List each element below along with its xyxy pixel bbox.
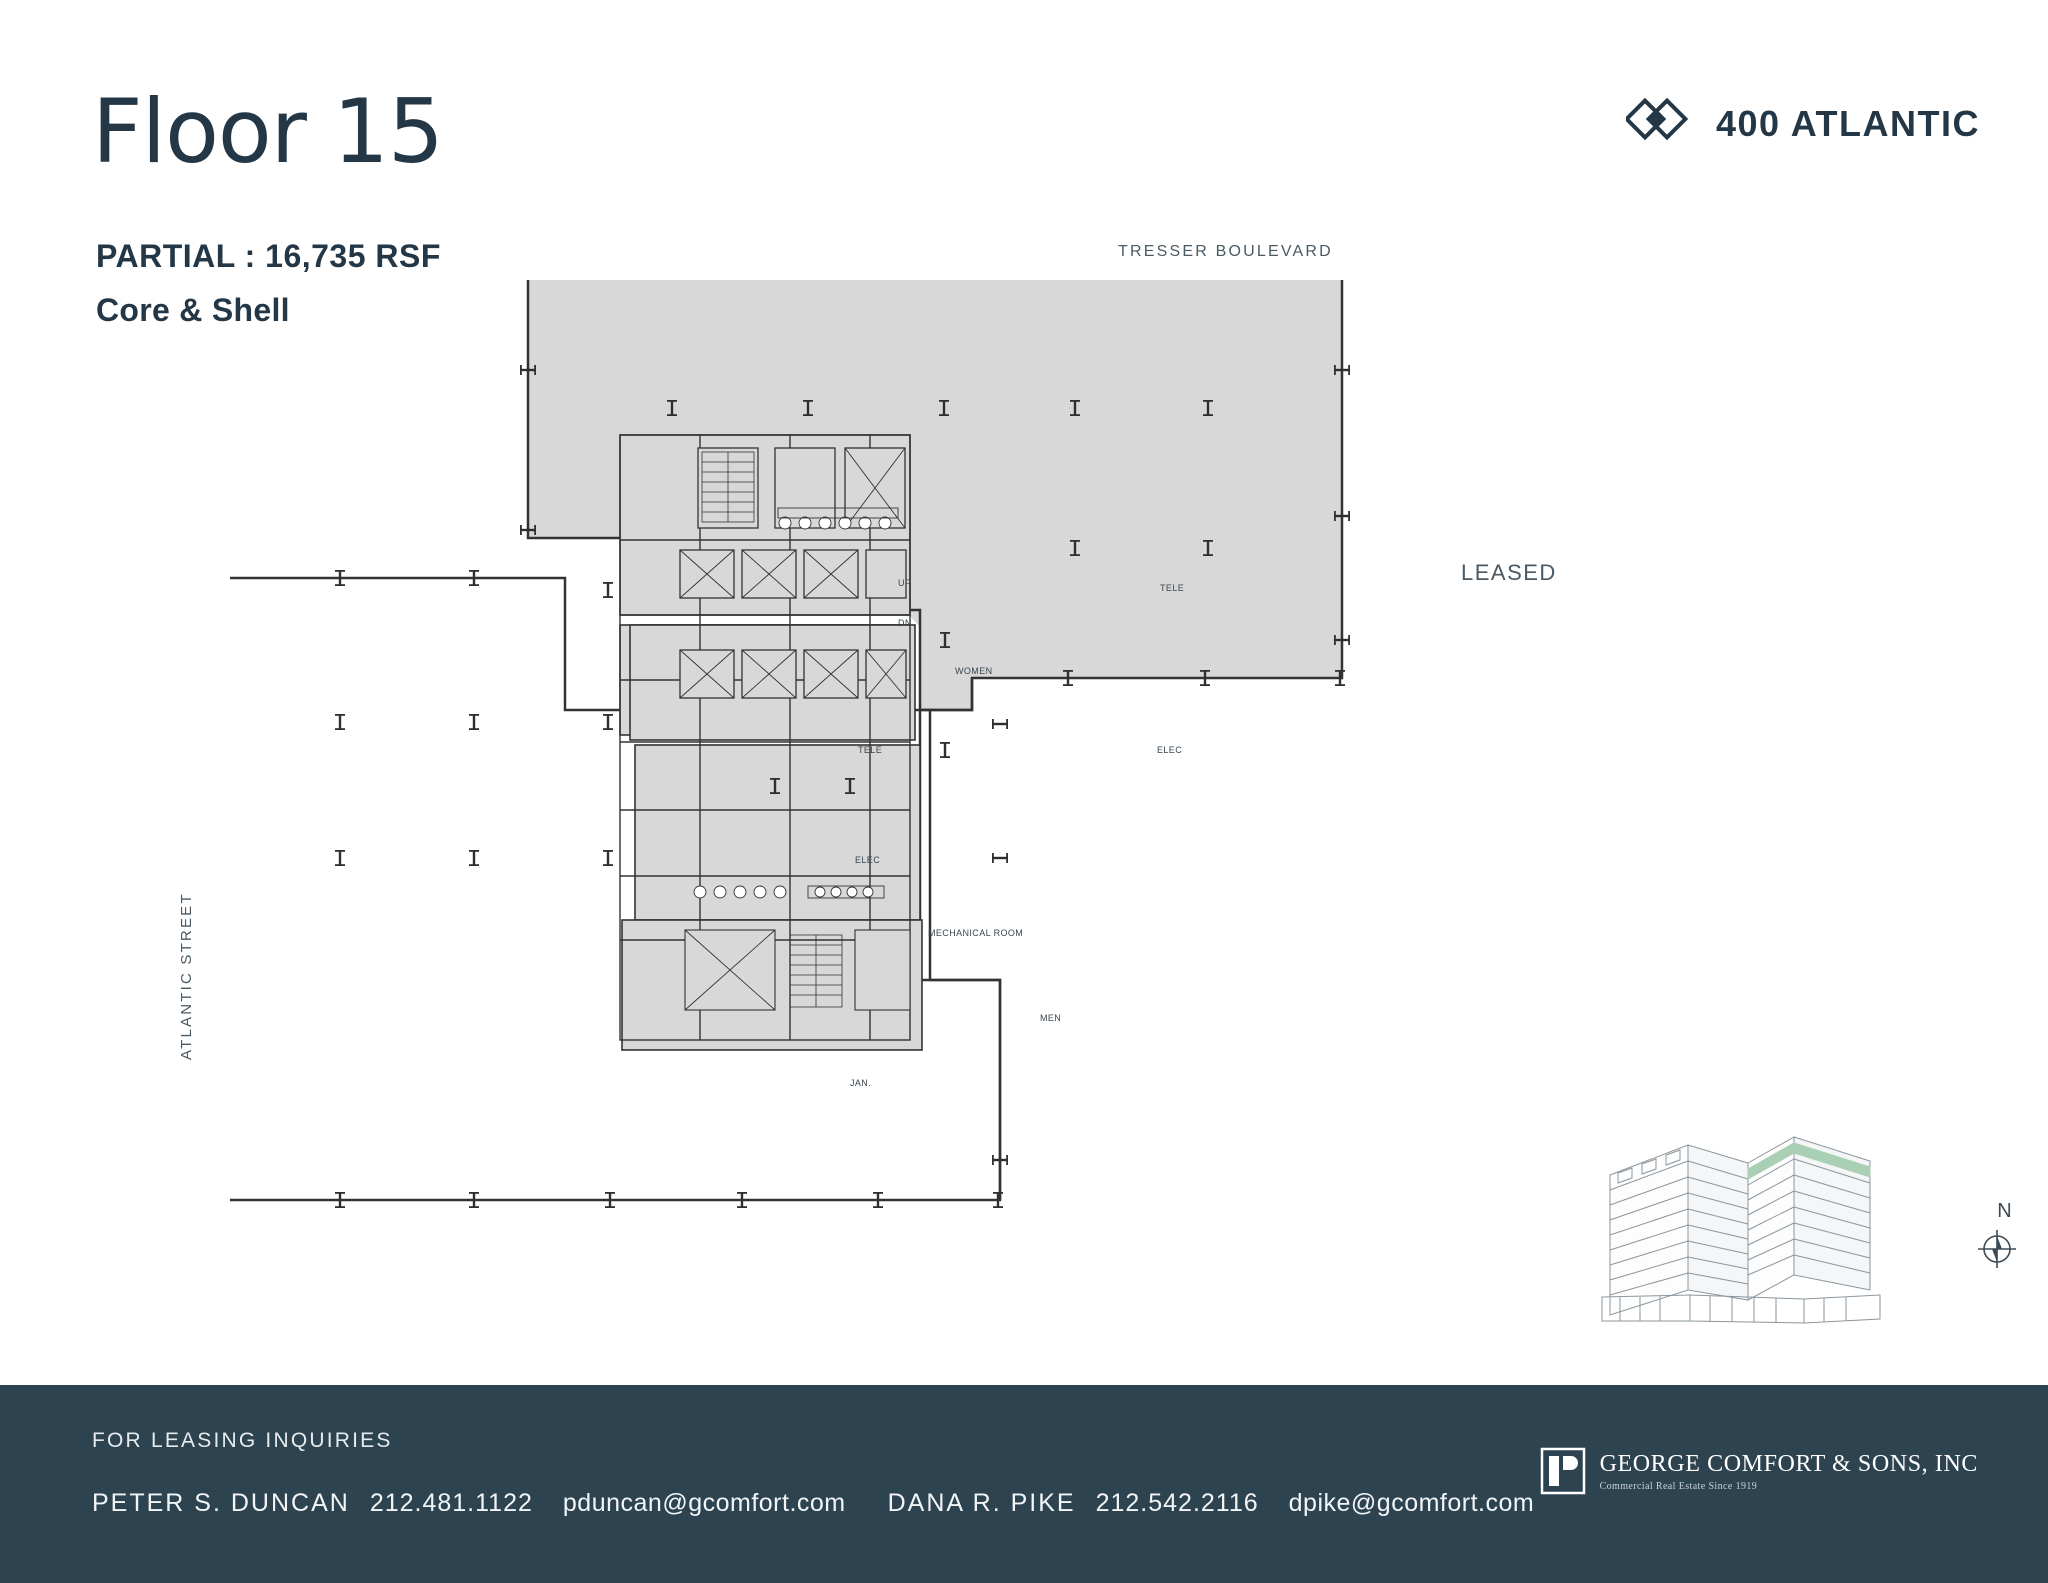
contact-phone[interactable]: 212.481.1122 [369, 1489, 533, 1517]
footer [0, 1385, 2048, 1583]
compass-north-label: N [1997, 1200, 2013, 1222]
room-label: ELEC [855, 855, 881, 865]
room-label: TELE [1160, 583, 1185, 593]
core-shell-label: Core & Shell [96, 292, 290, 328]
room-label: TELE [858, 745, 883, 755]
compass-rose-icon [1975, 1227, 2035, 1271]
brand-name: 400 ATLANTIC [1715, 103, 1980, 144]
gcs-logo-icon [1540, 1447, 1586, 1495]
room-label: MEN [1040, 1013, 1062, 1023]
company-logo [1540, 1447, 1978, 1495]
floor-plan-drawing [230, 280, 1490, 1310]
contact-email[interactable]: pduncan@gcomfort.com [562, 1489, 846, 1517]
page-title: Floor 15 [92, 80, 443, 183]
contact-phone[interactable]: 212.542.2116 [1095, 1489, 1259, 1517]
partial-rsf-label: PARTIAL : 16,735 RSF [96, 238, 441, 274]
room-label: DN [898, 618, 912, 628]
room-label: WOMEN [955, 666, 993, 676]
street-label-left: ATLANTIC STREET [178, 892, 195, 1060]
room-label: UP [898, 578, 912, 588]
building-massing-icon [1598, 1085, 1888, 1325]
brand [1626, 96, 1980, 152]
contact-name: DANA R. PIKE [887, 1489, 1076, 1517]
contact-list [92, 1489, 1534, 1518]
contact-name: PETER S. DUNCAN [92, 1489, 350, 1517]
leased-area-label: LEASED [1461, 560, 1557, 585]
compass [1975, 1200, 2035, 1271]
diamond-logo-icon [1626, 96, 1692, 152]
room-label: JAN. [850, 1078, 872, 1088]
room-label: MECHANICAL ROOM [928, 928, 1024, 938]
street-label-top: TRESSER BOULEVARD [1118, 243, 1333, 260]
company-name: GEORGE COMFORT & SONS, INC [1599, 1450, 1978, 1477]
company-tagline: Commercial Real Estate Since 1919 [1599, 1480, 1758, 1492]
leasing-inquiries-heading: FOR LEASING INQUIRIES [92, 1429, 393, 1452]
contact-email[interactable]: dpike@gcomfort.com [1288, 1489, 1535, 1517]
room-label: ELEC [1157, 745, 1183, 755]
